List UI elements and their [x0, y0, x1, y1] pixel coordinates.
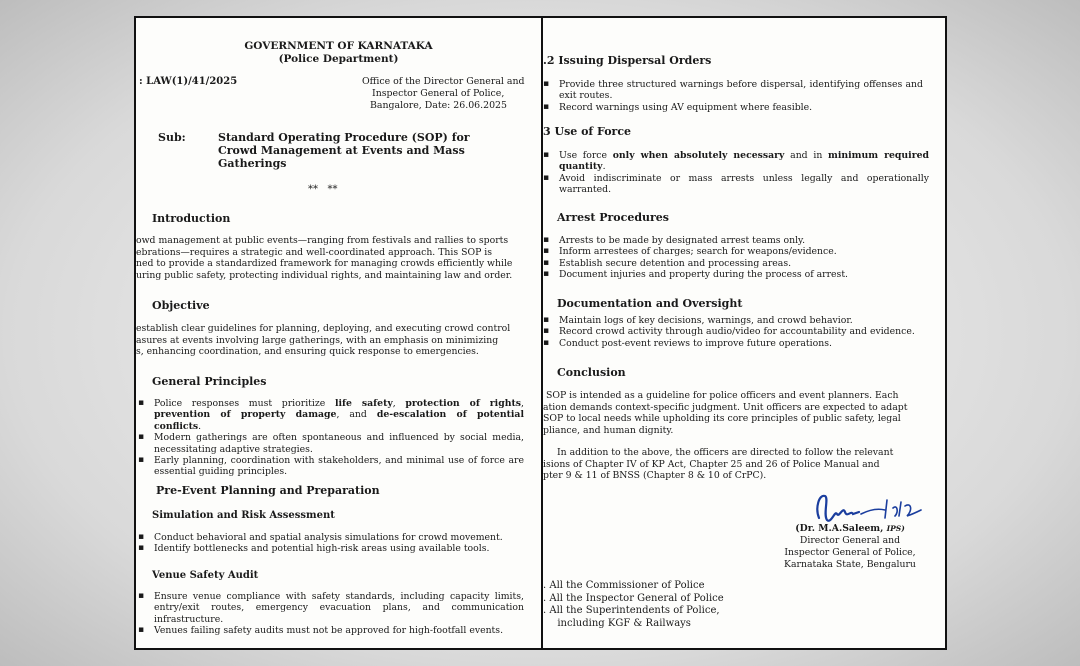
list-item: ▪ Provide three structured warnings before dispersal, identifying offenses and exit routes. [543, 79, 923, 102]
principle-text: . [198, 420, 202, 432]
office-line-2: Inspector General of Police, [372, 88, 505, 99]
reference-number: : LAW(1)/41/2025 [139, 76, 238, 87]
conclusion-line: ation demands context-specific judgment. Unit officers are expected to adapt [543, 401, 908, 413]
dispersal-list [543, 79, 923, 113]
principle-bold: life safety [334, 398, 393, 409]
principle-bold: prevention of property damage [154, 409, 337, 421]
list-item: ▪ Conduct behavioral and spatial analysis simulations for crowd movement. [138, 532, 524, 543]
list-item: ▪ Modern gatherings are often spontaneous and influenced by social media, necessitating adaptive strategies. [138, 432, 524, 455]
list-item [138, 398, 524, 432]
conclusion-line: pliance, and human dignity. [543, 424, 674, 436]
right-page [543, 18, 947, 648]
general-principles-list [138, 398, 524, 478]
objective-paragraph [136, 323, 528, 358]
directive-paragraph [543, 447, 931, 482]
department-title: (Police Department) [278, 53, 399, 65]
objective-heading: Objective [152, 299, 210, 312]
document-scan [134, 16, 947, 650]
distribution-item: . All the Superintendents of Police, [543, 605, 720, 616]
list-item: ▪ Arrests to be made by designated arrest teams only. [543, 235, 929, 246]
left-page [136, 18, 541, 648]
list-item: ▪ Early planning, coordination with stakeholders, and minimal use of force are essential guiding principles. [138, 455, 524, 478]
objective-line: s, enhancing coordination, and ensuring quick response to emergencies. [136, 346, 479, 358]
arrest-procedures-heading: Arrest Procedures [557, 211, 670, 224]
principle-text: , [521, 398, 524, 409]
list-item: ▪ Inform arrestees of charges; search for weapons/evidence. [543, 246, 929, 257]
introduction-line: owd management at public events—ranging from festivals and rallies to sports [136, 235, 509, 246]
subject-line-2: Crowd Management at Events and Mass [218, 144, 465, 157]
principle-bold: de-escalation of potential conflicts [154, 409, 524, 432]
distribution-item: . All the Commissioner of Police [543, 580, 705, 591]
principle-text: , and [336, 409, 377, 421]
venue-heading: Venue Safety Audit [152, 570, 259, 581]
objective-line: asures at events involving large gatherings, with an emphasis on minimizing [136, 334, 499, 346]
force-text: and in [784, 150, 829, 161]
subject-line-3: Gatherings [218, 157, 287, 170]
introduction-paragraph [136, 235, 528, 281]
distribution-item: including KGF & Railways [551, 617, 691, 629]
list-item: ▪ Ensure venue compliance with safety standards, including capacity limits, entry/exit routes, emergency evacuation plans, and communication infrastructure. [138, 591, 524, 625]
directive-line: pter 9 & 11 of BNSS (Chapter 8 & 10 of CrPC). [543, 470, 767, 482]
list-item: ▪ Record crowd activity through audio/video for accountability and evidence. [543, 326, 929, 337]
list-item: ▪ Conduct post-event reviews to improve future operations. [543, 338, 929, 349]
signatory-name-text: (Dr. M.A.Saleem, [795, 523, 887, 534]
introduction-line: uring public safety, protecting individual rights, and maintaining law and order. [136, 269, 513, 281]
directive-line: In addition to the above, the officers are directed to follow the relevant [557, 447, 894, 458]
pre-event-heading: Pre-Event Planning and Preparation [156, 484, 380, 497]
use-of-force-list [543, 150, 929, 196]
distribution-item: . All the Inspector General of Police [543, 592, 724, 604]
signatory-title-3: Karnataka State, Bengaluru [784, 559, 916, 570]
venue-list [138, 591, 524, 637]
principle-bold: protection of rights [405, 398, 522, 409]
distribution-list [543, 580, 724, 630]
subject-separator: ** ** [308, 184, 338, 195]
dispersal-heading: .2 Issuing Dispersal Orders [543, 54, 712, 67]
list-item: ▪ Record warnings using AV equipment where feasible. [543, 102, 923, 113]
office-line-3: Bangalore, Date: 26.06.2025 [370, 100, 507, 111]
conclusion-line: SOP to local needs while upholding its core principles of public safety, legal [543, 413, 901, 425]
list-item: ▪ Avoid indiscriminate or mass arrests unless legally and operationally warranted. [543, 173, 929, 196]
introduction-line: ebrations—requires a strategic and well-coordinated approach. This SOP is [136, 246, 493, 258]
force-text: . [602, 161, 606, 173]
signatory-name [775, 523, 925, 535]
conclusion-heading: Conclusion [557, 366, 626, 379]
arrest-list [543, 235, 929, 281]
handwritten-signature [813, 488, 928, 528]
principle-text: Police responses must prioritize [154, 398, 335, 409]
force-bold: only when absolutely necessary [612, 150, 785, 161]
list-item: ▪ Document injuries and property during the process of arrest. [543, 269, 929, 280]
signatory-suffix: IPS) [886, 524, 905, 533]
force-text: Use force [559, 150, 613, 161]
signatory-title-1: Director General and [799, 535, 901, 546]
signatory-title-2: Inspector General of Police, [784, 547, 916, 558]
conclusion-line: SOP is intended as a guideline for police officers and event planners. Each [543, 390, 899, 401]
documentation-list [543, 315, 929, 349]
directive-line: isions of Chapter IV of KP Act, Chapter 25 and 26 of Police Manual and [543, 458, 880, 470]
government-title: GOVERNMENT OF KARNATAKA [244, 40, 433, 52]
conclusion-paragraph [543, 390, 931, 436]
list-item: ▪ Identify bottlenecks and potential high-risk areas using available tools. [138, 543, 524, 554]
documentation-heading: Documentation and Oversight [557, 297, 743, 310]
introduction-heading: Introduction [152, 212, 231, 225]
introduction-line: ned to provide a standardized framework for managing crowds efficiently while [136, 258, 513, 270]
principle-text: , [392, 398, 406, 409]
subject-line-1: Standard Operating Procedure (SOP) for [218, 131, 470, 144]
list-item: ▪ Establish secure detention and processing areas. [543, 258, 929, 269]
simulation-heading: Simulation and Risk Assessment [152, 510, 335, 521]
general-principles-heading: General Principles [152, 375, 267, 388]
office-line-1: Office of the Director General and [362, 76, 525, 87]
objective-line: establish clear guidelines for planning, deploying, and executing crowd control [136, 323, 511, 334]
list-item: ▪ Venues failing safety audits must not be approved for high-footfall events. [138, 625, 524, 636]
simulation-list [138, 532, 524, 555]
use-of-force-heading: 3 Use of Force [543, 125, 632, 138]
list-item [543, 150, 929, 173]
force-bold: minimum required quantity [559, 150, 930, 173]
subject-label: Sub: [158, 131, 186, 144]
list-item: ▪ Maintain logs of key decisions, warnings, and crowd behavior. [543, 315, 929, 326]
